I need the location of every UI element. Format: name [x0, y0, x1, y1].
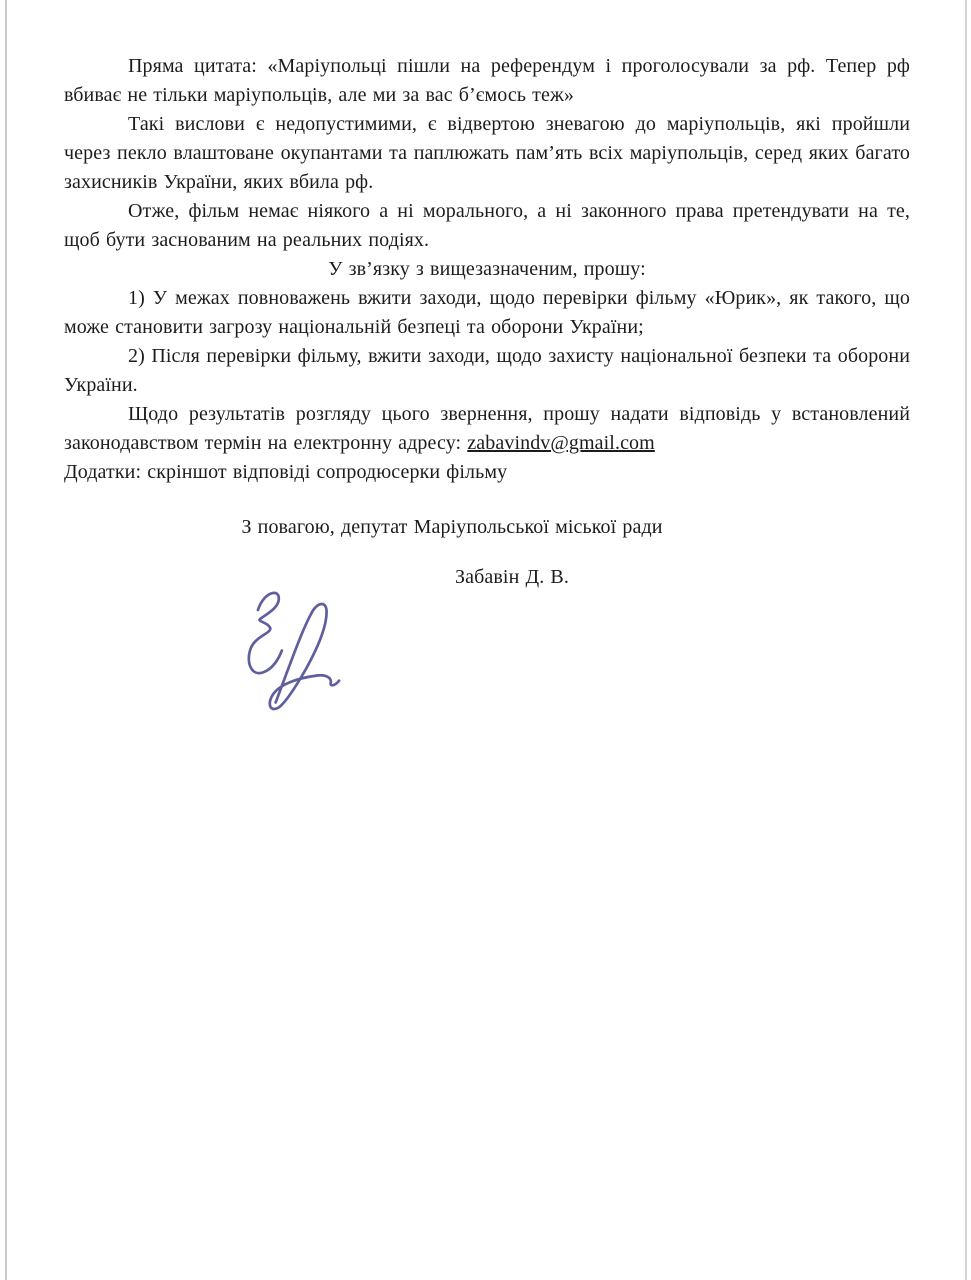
paragraph-item-2: 2) Після перевірки фільму, вжити заходи, щодо захисту національної безпеки та оборони України.	[64, 345, 910, 396]
scan-right-edge-line	[965, 0, 967, 1280]
paragraph-quote: Пряма цитата: «Маріупольці пішли на референдум і проголосували за рф. Тепер рф вбиває не тільки маріупольців, але ми за вас б’ємось теж»	[64, 55, 910, 106]
reply-request-text: Щодо результатів розгляду цього звернення, прошу надати відповідь у встановлений законодавством термін на електронну адресу:	[64, 403, 910, 454]
handwritten-signature	[243, 585, 353, 715]
paragraph-item-1: 1) У межах повноважень вжити заходи, щодо перевірки фільму «Юрик», як такого, що може становити загрозу національній безпеці та оборони України;	[64, 287, 910, 338]
letter-body	[64, 52, 910, 592]
paragraph-reply-request	[64, 400, 910, 458]
closing-line: З повагою, депутат Маріупольської міської ради	[241, 516, 663, 538]
email-address: zabavindv@gmail.com	[467, 432, 655, 454]
paragraph-conclusion: Отже, фільм немає ніякого а ні морального, а ні законного права претендувати на те, щоб бути заснованим на реальних подіях.	[64, 200, 910, 251]
signature-scribble-path	[249, 593, 339, 709]
paragraph-condemnation: Такі вислови є недопустимими, є відвертою зневагою до маріупольців, які пройшли через пекло влаштоване окупантами та паплюжать пам’ять всіх маріупольців, серед яких багато захисників України, яких вбила рф.	[64, 113, 910, 193]
paragraph-attachments: Додатки: скріншот відповіді сопродюсерки фільму	[64, 461, 508, 483]
scan-left-edge-line	[5, 0, 7, 1280]
closing-block	[64, 513, 910, 592]
signer-name: Забавін Д. В.	[455, 566, 569, 588]
paragraph-request-intro: У зв’язку з вищезазначеним, прошу:	[328, 258, 646, 280]
